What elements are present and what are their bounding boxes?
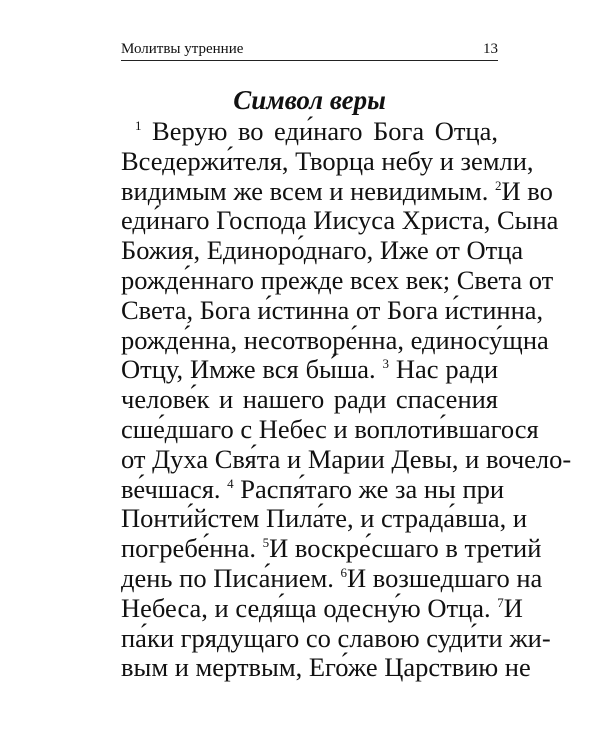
line-text: И bbox=[503, 592, 523, 623]
line-text: Небеса, и седя́ща одесну́ю Отца. bbox=[121, 592, 498, 623]
line-text: от Духа Свя́та и Марии Девы, и вочело- bbox=[121, 443, 572, 474]
text-line bbox=[121, 294, 544, 326]
text-line bbox=[121, 385, 498, 415]
line-text: сше́дшаго с Небес и воплоти́вшагося bbox=[121, 413, 539, 444]
text-line bbox=[121, 235, 524, 266]
verse-number: 4 bbox=[227, 475, 234, 491]
line-text: Распя́таго же за ны при bbox=[233, 473, 505, 504]
text-line bbox=[121, 175, 553, 207]
text-line bbox=[121, 562, 543, 594]
text-line bbox=[121, 117, 498, 147]
text-line bbox=[121, 205, 559, 236]
text-line bbox=[121, 533, 542, 564]
line-text: рожде́ннаго прежде всех век; Света от bbox=[121, 264, 554, 295]
running-header bbox=[121, 38, 498, 61]
line-text: челове́к и нашего ради спасения bbox=[121, 384, 498, 415]
text-line bbox=[121, 592, 523, 624]
line-text: еди́наго Господа Иисуса Христа, Сына bbox=[121, 205, 559, 236]
verse-number: 6 bbox=[340, 564, 348, 580]
running-title: Молитвы утренние bbox=[121, 41, 244, 57]
line-text: Нас ради bbox=[388, 354, 498, 385]
verse-number: 1 bbox=[135, 118, 142, 133]
verse-number: 2 bbox=[494, 177, 502, 193]
text-line bbox=[121, 622, 551, 654]
line-text: Понти́йстем Пила́те, и страда́вша, и bbox=[121, 503, 528, 534]
line-text: И воскре́сшаго в третий bbox=[269, 533, 542, 564]
text-line bbox=[121, 145, 534, 177]
line-text: Божия, Единоро́днаго, Иже от Отца bbox=[121, 235, 524, 266]
line-text: видимым же всем и невидимым. bbox=[121, 175, 495, 206]
line-text: Верую во еди́наго Бога Отца, bbox=[141, 116, 498, 146]
text-line bbox=[121, 324, 549, 356]
line-text: погребе́нна. bbox=[121, 533, 263, 564]
verse-number: 3 bbox=[382, 356, 389, 372]
prayer-text bbox=[121, 116, 572, 683]
text-line bbox=[121, 473, 505, 505]
text-line bbox=[121, 355, 498, 385]
page-number: 13 bbox=[483, 41, 498, 57]
line-text: И возшедшаго на bbox=[347, 562, 543, 593]
line-text: И во bbox=[501, 175, 553, 206]
line-text: день по Писа́нием. bbox=[121, 562, 341, 593]
line-text: Отцу, Имже вся бы́ша. bbox=[121, 354, 383, 385]
line-text: па́ки грядущаго со славою суди́ти жи- bbox=[121, 622, 551, 653]
verse-number: 7 bbox=[497, 594, 504, 610]
section-title: Символ веры bbox=[233, 85, 386, 115]
line-text: вым и мертвым, Его́же Царствию не bbox=[121, 652, 531, 683]
line-text: ве́чшася. bbox=[121, 473, 228, 504]
verse-number: 5 bbox=[262, 535, 270, 551]
text-line bbox=[121, 443, 572, 475]
line-text: Вседержи́теля, Творца небу и земли, bbox=[121, 145, 534, 176]
text-line bbox=[121, 264, 554, 296]
text-line bbox=[121, 652, 531, 683]
text-line bbox=[121, 503, 528, 534]
line-text: рожде́нна, несотворе́нна, единосу́щна bbox=[121, 324, 549, 355]
line-text: Света, Бога и́стинна от Бога и́стинна, bbox=[121, 294, 544, 325]
text-line bbox=[121, 413, 539, 445]
